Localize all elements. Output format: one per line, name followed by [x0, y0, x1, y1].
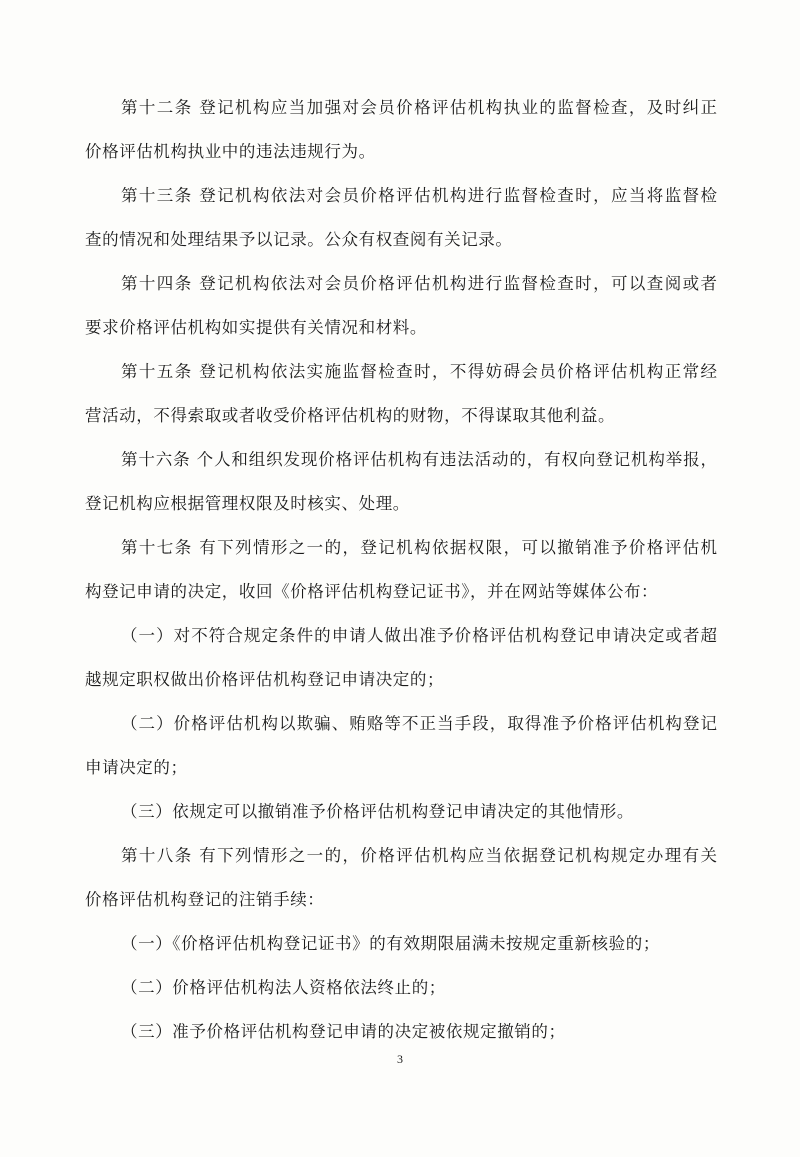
text-line: 构登记申请的决定，收回《价格评估机构登记证书》，并在网站等媒体公布： [85, 582, 659, 601]
text-line: 第十二条 登记机构应当加强对会员价格评估机构执业的监督检查，及时纠正 [121, 98, 717, 117]
text-line: 营活动，不得索取或者收受价格评估机构的财物，不得谋取其他利益。 [85, 406, 616, 425]
text-line: （二）价格评估机构以欺骗、贿赂等不正当手段，取得准予价格评估机构登记 [121, 714, 717, 733]
article-17-item-1-paragraph [85, 614, 717, 702]
article-14-paragraph [85, 262, 717, 350]
article-18-item-3-paragraph [85, 1010, 717, 1054]
article-15-paragraph [85, 350, 717, 438]
text-line: 登记机构应根据管理权限及时核实、处理。 [85, 494, 410, 513]
document-body [85, 86, 717, 1054]
text-line: 第十六条 个人和组织发现价格评估机构有违法活动的，有权向登记机构举报， [121, 450, 717, 469]
article-18-item-1-paragraph [85, 922, 717, 966]
text-line: 第十五条 登记机构依法实施监督检查时，不得妨碍会员价格评估机构正常经 [121, 362, 717, 381]
text-line: 第十三条 登记机构依法对会员价格评估机构进行监督检查时，应当将监督检 [121, 186, 717, 205]
text-line: 价格评估机构执业中的违法违规行为。 [85, 142, 376, 161]
text-line: 第十八条 有下列情形之一的，价格评估机构应当依据登记机构规定办理有关 [121, 846, 717, 865]
text-line: 第十七条 有下列情形之一的，登记机构依据权限，可以撤销准予价格评估机 [121, 538, 717, 557]
text-line: 价格评估机构登记的注销手续： [85, 890, 325, 909]
article-12-paragraph [85, 86, 717, 174]
text-line: （一）《价格评估机构登记证书》的有效期限届满未按规定重新核验的； [121, 934, 660, 953]
text-line: 越规定职权做出价格评估机构登记申请决定的； [85, 670, 445, 689]
text-line: 申请决定的； [85, 758, 188, 777]
text-line: 第十四条 登记机构依法对会员价格评估机构进行监督检查时，可以查阅或者 [121, 274, 717, 293]
article-18-paragraph [85, 834, 717, 922]
text-line: （三）依规定可以撤销准予价格评估机构登记申请决定的其他情形。 [121, 802, 634, 821]
text-line: （一）对不符合规定条件的申请人做出准予价格评估机构登记申请决定或者超 [121, 626, 717, 645]
text-line: 要求价格评估机构如实提供有关情况和材料。 [85, 318, 427, 337]
page-number: 3 [397, 1052, 403, 1066]
text-line: （二）价格评估机构法人资格依法终止的； [121, 978, 446, 997]
article-17-item-2-paragraph [85, 702, 717, 790]
article-13-paragraph [85, 174, 717, 262]
article-17-paragraph [85, 526, 717, 614]
article-18-item-2-paragraph [85, 966, 717, 1010]
article-17-item-3-paragraph [85, 790, 717, 834]
text-line: （三）准予价格评估机构登记申请的决定被依规定撤销的； [121, 1022, 566, 1041]
article-16-paragraph [85, 438, 717, 526]
text-line: 查的情况和处理结果予以记录。公众有权查阅有关记录。 [85, 230, 513, 249]
